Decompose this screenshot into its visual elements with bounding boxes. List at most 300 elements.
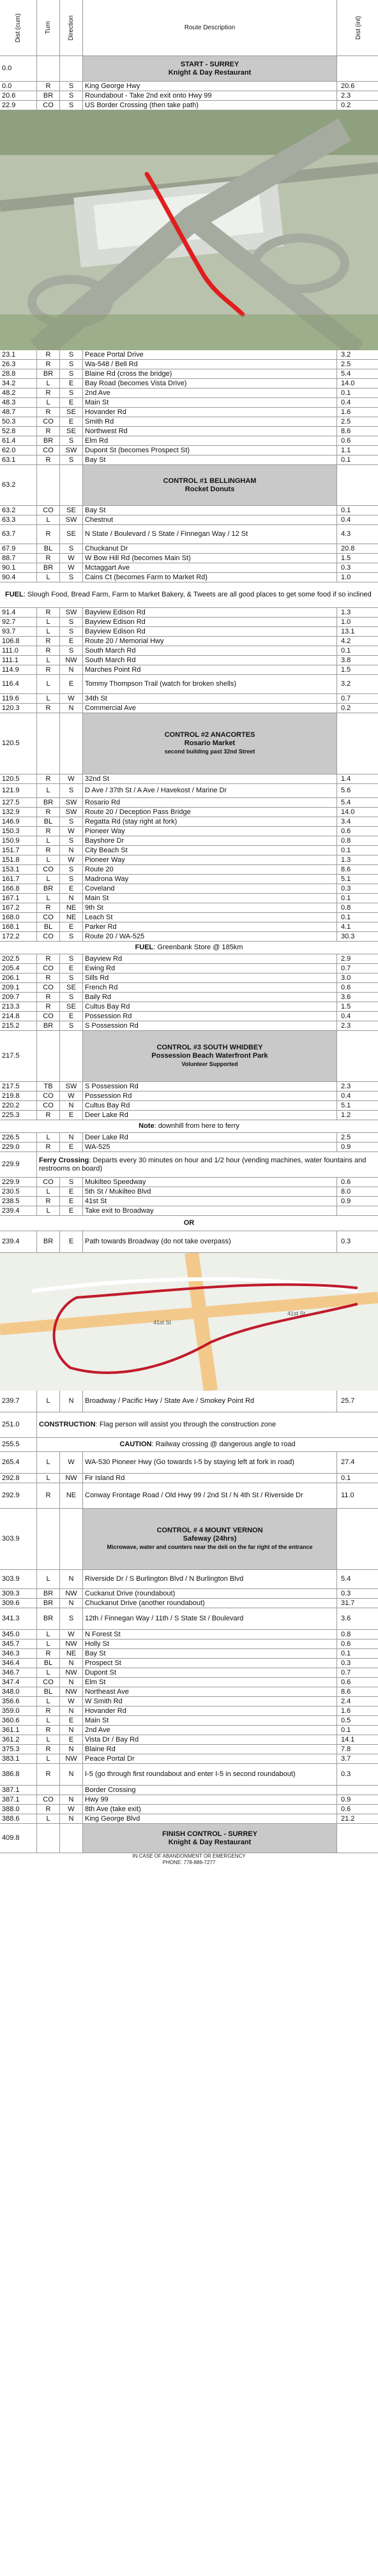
cue-dist-cum: 229.0 <box>0 1143 37 1151</box>
cue-turn: CO <box>37 1092 60 1100</box>
cue-dist-cum: 90.4 <box>0 573 37 582</box>
cue-dist-int: 2.3 <box>341 91 351 100</box>
cue-dist-cum: 345.0 <box>0 1630 37 1639</box>
cue-dist-cum: 151.7 <box>0 846 37 855</box>
rows-i <box>0 1178 378 1216</box>
cue-turn: L <box>37 1668 60 1677</box>
cue-description: Rosario Rd <box>83 798 337 807</box>
cue-dist-int: 0.6 <box>341 436 351 445</box>
cue-row <box>0 964 378 973</box>
cue-dist-int: 1.4 <box>341 774 351 783</box>
cue-turn: R <box>37 389 60 397</box>
cue-turn: R <box>37 1143 60 1151</box>
cue-dist-int: 3.2 <box>341 680 351 688</box>
cue-dist-cum: 168.0 <box>0 913 37 922</box>
cue-direction: N <box>60 1814 83 1823</box>
cue-dist-int: 8.6 <box>341 865 351 873</box>
cue-description: Ewing Rd <box>83 964 337 973</box>
cue-dist-int <box>337 1786 378 1795</box>
cue-dist-int: 0.6 <box>341 827 351 835</box>
cue-dist-cum: 90.1 <box>0 563 37 572</box>
cue-dist-cum: 360.6 <box>0 1716 37 1725</box>
cue-dist-int: 0.6 <box>341 983 351 991</box>
cue-row <box>0 1231 378 1253</box>
cue-description: Bayview Edison Rd <box>83 627 337 636</box>
cue-row <box>0 846 378 855</box>
cue-row <box>0 1814 378 1824</box>
or-divider: OR <box>0 1216 378 1231</box>
cue-row <box>0 1608 378 1630</box>
cue-direction: S <box>60 369 83 378</box>
cue-description: WA-525 <box>83 1143 337 1151</box>
cue-turn: CO <box>37 101 60 110</box>
cue-direction: W <box>60 774 83 783</box>
cue-direction: W <box>60 1452 83 1473</box>
cue-row <box>0 563 378 573</box>
cue-dist-int: 30.3 <box>341 932 355 940</box>
cue-direction: N <box>60 1570 83 1588</box>
cue-dist-cum: 168.1 <box>0 922 37 931</box>
cue-row <box>0 1764 378 1786</box>
cue-row <box>0 1649 378 1659</box>
cue-dist-cum: 48.3 <box>0 398 37 407</box>
cue-turn: L <box>37 618 60 626</box>
cue-direction: S <box>60 1608 83 1629</box>
cue-turn: R <box>37 350 60 359</box>
cue-description: Cultus Bay Rd <box>83 1002 337 1011</box>
cue-dist-int: 1.5 <box>341 1002 351 1010</box>
cue-description: N State / Boulevard / S State / Finnegan Way / 12 St <box>83 525 337 544</box>
cue-dist-int: 7.8 <box>341 1745 351 1753</box>
start-cum: 0.0 <box>0 56 37 81</box>
cue-description: Madrona Way <box>83 875 337 884</box>
cue-turn: BR <box>37 436 60 445</box>
cue-row <box>0 646 378 656</box>
cue-turn: L <box>37 855 60 864</box>
cue-row <box>0 922 378 932</box>
cue-direction: S <box>60 627 83 636</box>
cue-description: Chuckanut Dr <box>83 544 337 553</box>
cue-row <box>0 101 378 110</box>
cue-description: 12th / Finnegan Way / 11th / S State St / Boulevard <box>83 1608 337 1629</box>
control-3: 217.5 CONTROL #3 SOUTH WHIDBEY Possession Beach Waterfront Park Volunteer Supported <box>0 1031 378 1082</box>
cue-dist-cum: 387.1 <box>0 1795 37 1804</box>
header-dist-int: Dist (int) <box>355 15 362 40</box>
cue-dist-int: 0.7 <box>341 1668 351 1677</box>
cue-dist-int: 25.7 <box>341 1397 355 1405</box>
cue-dist-cum: 383.1 <box>0 1754 37 1763</box>
cue-direction: N <box>60 894 83 903</box>
cue-dist-cum: 63.1 <box>0 455 37 464</box>
cue-dist-cum: 20.6 <box>0 91 37 100</box>
cue-direction: NW <box>60 1687 83 1696</box>
cue-description: Leach St <box>83 913 337 922</box>
cue-dist-cum: 386.8 <box>0 1764 37 1785</box>
map-road-label-1: 41st St <box>153 1319 172 1326</box>
cue-description: Main St <box>83 1716 337 1725</box>
cue-dist-cum: 387.1 <box>0 1786 37 1795</box>
cue-row <box>0 1678 378 1687</box>
cue-row <box>0 389 378 398</box>
rows-h <box>0 1133 378 1152</box>
cue-row <box>0 913 378 922</box>
cue-turn: CO <box>37 1795 60 1804</box>
cue-description: French Rd <box>83 983 337 992</box>
cue-dist-int: 1.3 <box>341 608 351 616</box>
cue-description: 8th Ave (take exit) <box>83 1805 337 1814</box>
cue-dist-cum: 361.2 <box>0 1735 37 1744</box>
cue-dist-cum: 120.5 <box>0 774 37 783</box>
cue-turn: CO <box>37 1101 60 1110</box>
cue-description: 34th St <box>83 694 337 703</box>
cue-turn: BL <box>37 817 60 826</box>
cue-turn: R <box>37 1483 60 1508</box>
cue-row <box>0 1178 378 1187</box>
cue-direction: E <box>60 379 83 388</box>
cue-dist-cum: 120.3 <box>0 704 37 713</box>
cue-description: Possession Rd <box>83 1012 337 1021</box>
cue-turn: L <box>37 836 60 845</box>
cue-turn: L <box>37 1452 60 1473</box>
cue-turn: L <box>37 1187 60 1196</box>
cue-dist-cum: 346.4 <box>0 1659 37 1668</box>
cue-description: Smith Rd <box>83 417 337 426</box>
cue-dist-cum: 116.4 <box>0 675 37 693</box>
header-route: Route Description <box>83 0 337 56</box>
cue-description: Marches Point Rd <box>83 665 337 674</box>
cue-direction: S <box>60 91 83 100</box>
aerial-map-image <box>0 110 378 350</box>
cue-turn: L <box>37 894 60 903</box>
cue-dist-cum: 63.3 <box>0 515 37 524</box>
cue-direction: S <box>60 350 83 359</box>
cue-row <box>0 350 378 360</box>
cue-description: 9th St <box>83 903 337 912</box>
cue-description: Holly St <box>83 1640 337 1648</box>
cue-direction: W <box>60 554 83 563</box>
cue-turn: R <box>37 954 60 963</box>
cue-dist-int: 1.3 <box>341 855 351 864</box>
cue-dist-cum: 63.2 <box>0 506 37 515</box>
cue-dist-cum: 359.0 <box>0 1706 37 1715</box>
cue-direction: NW <box>60 1668 83 1677</box>
cue-turn: CO <box>37 932 60 941</box>
caution-row: 255.5 CAUTION: Railway crossing @ dangerous angle to road <box>0 1438 378 1452</box>
cue-dist-int: 1.1 <box>341 446 351 454</box>
cue-dist-int: 0.3 <box>341 1770 351 1778</box>
cue-dist-int: 0.6 <box>341 1178 351 1186</box>
cue-description: Coveland <box>83 884 337 893</box>
cue-dist-cum: 356.6 <box>0 1697 37 1706</box>
cue-description: W Smith Rd <box>83 1697 337 1706</box>
cue-row <box>0 1805 378 1814</box>
cue-dist-cum: 230.5 <box>0 1187 37 1196</box>
cue-description: Bayview Edison Rd <box>83 618 337 626</box>
cue-dist-int: 4.3 <box>341 530 351 538</box>
cue-description: Route 20 / Deception Pass Bridge <box>83 808 337 817</box>
cue-dist-int: 0.3 <box>341 884 351 892</box>
cue-direction: S <box>60 618 83 626</box>
cue-dist-int: 5.4 <box>341 1575 351 1583</box>
header-dist-cum: Dist (cum) <box>0 0 37 56</box>
cue-direction: N <box>60 1133 83 1142</box>
cue-dist-cum: 48.7 <box>0 408 37 417</box>
cue-description: 5th St / Mukilteo Blvd <box>83 1187 337 1196</box>
cue-description: Riverside Dr / S Burlington Blvd / N Burlington Blvd <box>83 1570 337 1588</box>
cue-description: Vista Dr / Bay Rd <box>83 1735 337 1744</box>
cue-direction: N <box>60 704 83 713</box>
cue-dist-int: 2.5 <box>341 1133 351 1141</box>
cue-turn: CO <box>37 913 60 922</box>
cue-row <box>0 506 378 515</box>
cue-row <box>0 637 378 646</box>
cue-dist-int: 0.1 <box>341 455 351 464</box>
cue-turn: BR <box>37 1599 60 1608</box>
cue-turn: CO <box>37 1178 60 1187</box>
cue-dist-int: 0.8 <box>341 1630 351 1638</box>
cue-row <box>0 417 378 427</box>
rows-c <box>0 506 378 582</box>
cue-turn: R <box>37 646 60 655</box>
cue-row <box>0 1786 378 1795</box>
cue-dist-cum: 348.0 <box>0 1687 37 1696</box>
cue-turn: R <box>37 637 60 646</box>
cue-dist-int: 0.6 <box>341 1805 351 1813</box>
cue-direction <box>60 1786 83 1795</box>
cue-description: Chuckanut Drive (another roundabout) <box>83 1599 337 1608</box>
cue-dist-int: 3.0 <box>341 973 351 982</box>
cue-dist-cum: 303.9 <box>0 1570 37 1588</box>
cue-description: Pioneer Way <box>83 855 337 864</box>
cue-dist-int: 0.6 <box>341 1678 351 1686</box>
cue-description: King George Hwy <box>83 82 337 91</box>
cue-direction: E <box>60 398 83 407</box>
cue-turn: BL <box>37 1687 60 1696</box>
cue-direction: NW <box>60 1474 83 1483</box>
cue-turn: R <box>37 1002 60 1011</box>
cue-dist-int: 1.5 <box>341 665 351 674</box>
cue-turn: CO <box>37 1012 60 1021</box>
cue-dist-cum: 88.7 <box>0 554 37 563</box>
rows-g <box>0 1082 378 1120</box>
cue-row <box>0 627 378 637</box>
cue-dist-int: 0.9 <box>341 1143 351 1151</box>
cue-row <box>0 360 378 369</box>
cue-dist-int: 0.3 <box>341 1659 351 1667</box>
cue-dist-int: 8.6 <box>341 1687 351 1696</box>
cue-description: Tommy Thompson Trail (watch for broken shells) <box>83 675 337 693</box>
cue-row <box>0 1391 378 1412</box>
cue-dist-int: 14.0 <box>341 808 355 816</box>
cue-direction: W <box>60 1630 83 1639</box>
cue-turn: R <box>37 1764 60 1785</box>
cue-direction: E <box>60 884 83 893</box>
cue-dist-int: 0.1 <box>341 913 351 921</box>
cue-turn: R <box>37 665 60 674</box>
cue-turn: L <box>37 694 60 703</box>
cue-direction: N <box>60 1745 83 1754</box>
rows-l <box>0 1452 378 1509</box>
cue-dist-cum: 309.3 <box>0 1589 37 1598</box>
cue-dist-int: 0.1 <box>341 1726 351 1734</box>
cue-turn: BR <box>37 1231 60 1252</box>
cue-description: Wa-548 / Bell Rd <box>83 360 337 369</box>
cue-row <box>0 875 378 884</box>
cue-dist-cum: 93.7 <box>0 627 37 636</box>
cue-turn: L <box>37 1474 60 1483</box>
cue-turn: CO <box>37 446 60 455</box>
cue-description: Route 20 / WA-525 <box>83 932 337 941</box>
cue-description: S Possession Rd <box>83 1082 337 1091</box>
cue-direction: S <box>60 573 83 582</box>
cue-dist-int: 3.8 <box>341 656 351 664</box>
cue-dist-cum: 150.9 <box>0 836 37 845</box>
cue-direction: W <box>60 1805 83 1814</box>
cue-turn: R <box>37 903 60 912</box>
cue-description: Parker Rd <box>83 922 337 931</box>
cue-turn: R <box>37 1111 60 1120</box>
cue-dist-int: 5.4 <box>341 798 351 806</box>
cue-dist-cum: 28.8 <box>0 369 37 378</box>
cue-turn: L <box>37 1697 60 1706</box>
cue-dist-cum: 166.8 <box>0 884 37 893</box>
cue-description: Bayview Edison Rd <box>83 608 337 617</box>
cue-dist-cum: 153.1 <box>0 865 37 874</box>
cue-direction: N <box>60 1795 83 1804</box>
emergency-footer: IN CASE OF ABANDONMENT OR EMERGENCY PHONE: 778-886-7277 <box>132 1853 246 1865</box>
cue-direction: NE <box>60 1483 83 1508</box>
cue-turn: R <box>37 455 60 464</box>
cue-dist-cum: 226.5 <box>0 1133 37 1142</box>
cue-dist-int: 5.6 <box>341 787 351 794</box>
cue-dist-int: 4.1 <box>341 922 351 931</box>
cue-turn: R <box>37 774 60 783</box>
cue-dist-cum: 161.7 <box>0 875 37 884</box>
rows-b <box>0 350 378 465</box>
cue-dist-int: 14.0 <box>341 379 355 387</box>
cue-dist-int: 5.1 <box>341 1101 351 1109</box>
cue-direction: E <box>60 417 83 426</box>
cue-description: 41st St <box>83 1197 337 1206</box>
cue-row <box>0 1483 378 1509</box>
cue-dist-cum: 106.8 <box>0 637 37 646</box>
cue-direction: N <box>60 1678 83 1687</box>
cue-row <box>0 1021 378 1031</box>
cue-dist-cum: 172.2 <box>0 932 37 941</box>
cue-description: Cains Ct (becomes Farm to Market Rd) <box>83 573 337 582</box>
cue-direction: E <box>60 1735 83 1744</box>
cue-description: Main St <box>83 398 337 407</box>
cue-direction: S <box>60 436 83 445</box>
cue-dist-cum: 202.5 <box>0 954 37 963</box>
cue-description: W Bow Hill Rd (becomes Main St) <box>83 554 337 563</box>
cue-dist-int: 0.1 <box>341 1649 351 1657</box>
header-direction: Direction <box>60 0 83 56</box>
cue-row <box>0 515 378 525</box>
border-crossing-map <box>0 110 378 350</box>
cue-dist-int: 3.6 <box>341 1615 351 1622</box>
cue-description: Conway Frontage Road / Old Hwy 99 / 2nd St / N 4th St / Riverside Dr <box>83 1483 337 1508</box>
cue-row <box>0 1659 378 1668</box>
cue-direction: N <box>60 1101 83 1110</box>
cue-row <box>0 1187 378 1197</box>
cue-dist-int: 0.8 <box>341 836 351 845</box>
cue-turn: L <box>37 379 60 388</box>
cue-turn: L <box>37 1391 60 1412</box>
cue-dist-cum: 0.0 <box>0 82 37 91</box>
cue-dist-int: 3.6 <box>341 993 351 1001</box>
rows-m <box>0 1570 378 1824</box>
cue-dist-int: 1.0 <box>341 618 351 626</box>
cue-direction: N <box>60 665 83 674</box>
cue-description: Take exit to Broadway <box>83 1206 337 1215</box>
cue-description: Northeast Ave <box>83 1687 337 1696</box>
control-1: 63.2 CONTROL #1 BELLINGHAM Rocket Donuts <box>0 465 378 506</box>
cue-dist-cum: 346.3 <box>0 1649 37 1658</box>
cue-row <box>0 808 378 817</box>
cue-dist-int: 0.1 <box>341 389 351 397</box>
cue-description: Blaine Rd <box>83 1745 337 1754</box>
cue-description: 2nd Ave <box>83 1726 337 1735</box>
cue-dist-int: 0.3 <box>341 563 351 572</box>
cue-row <box>0 836 378 846</box>
construction-row: 251.0 CONSTRUCTION: Flag person will assist you through the construction zone <box>0 1412 378 1438</box>
cue-row <box>0 665 378 675</box>
cue-direction: S <box>60 82 83 91</box>
cue-dist-cum: 209.1 <box>0 983 37 992</box>
cue-turn: BR <box>37 1589 60 1598</box>
cue-description: Chestnut <box>83 515 337 524</box>
cue-description: Deer Lake Rd <box>83 1111 337 1120</box>
cue-direction: N <box>60 1599 83 1608</box>
cue-direction: N <box>60 1659 83 1668</box>
cue-dist-cum: 23.1 <box>0 350 37 359</box>
cue-row <box>0 1640 378 1649</box>
cue-description: N Forest St <box>83 1630 337 1639</box>
cue-dist-int: 0.1 <box>341 506 351 514</box>
cue-dist-cum: 132.9 <box>0 808 37 817</box>
cue-dist-cum: 219.8 <box>0 1092 37 1100</box>
cue-description: Regatta Rd (stay right at fork) <box>83 817 337 826</box>
cue-dist-int: 2.4 <box>341 1697 351 1705</box>
cue-row <box>0 1687 378 1697</box>
cue-dist-int: 0.9 <box>341 1795 351 1803</box>
cue-row <box>0 1111 378 1120</box>
cue-turn: L <box>37 573 60 582</box>
cue-direction: S <box>60 973 83 982</box>
rows-d <box>0 608 378 713</box>
cue-turn: L <box>37 656 60 665</box>
cue-dist-cum: 388.0 <box>0 1805 37 1814</box>
cue-dist-cum: 292.8 <box>0 1474 37 1483</box>
cue-direction: S <box>60 1178 83 1187</box>
cue-row <box>0 1197 378 1206</box>
cue-dist-int: 0.9 <box>341 1197 351 1205</box>
cue-dist-int: 0.1 <box>341 1474 351 1482</box>
cue-turn: L <box>37 515 60 524</box>
cue-direction: N <box>60 1764 83 1785</box>
cue-direction: NW <box>60 656 83 665</box>
cue-turn: R <box>37 1745 60 1754</box>
cue-row <box>0 817 378 827</box>
cue-direction: N <box>60 846 83 855</box>
cue-direction: E <box>60 1187 83 1196</box>
cue-dist-cum: 217.5 <box>0 1082 37 1091</box>
cue-row <box>0 1101 378 1111</box>
cue-dist-cum: 375.3 <box>0 1745 37 1754</box>
cue-description: Peace Portal Drive <box>83 350 337 359</box>
cue-dist-cum: 91.4 <box>0 608 37 617</box>
